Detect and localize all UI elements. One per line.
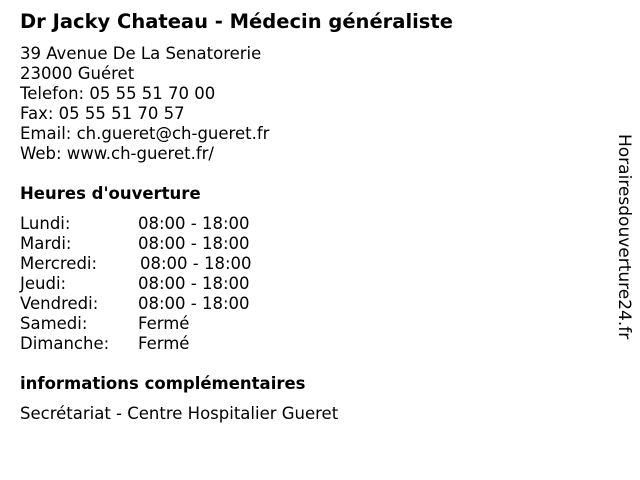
email-address: Email: ch.gueret@ch-gueret.fr [20, 124, 270, 143]
day-label: Mercredi: [20, 254, 98, 273]
info-heading: informations complémentaires [20, 374, 306, 393]
day-label: Mardi: [20, 234, 72, 253]
info-text: Secrétariat - Centre Hospitalier Gueret [20, 404, 339, 423]
day-label: Vendredi: [20, 294, 99, 313]
time-range: 08:00 - 18:00 [140, 254, 252, 273]
hours-heading: Heures d'ouverture [20, 184, 201, 203]
day-label: Samedi: [20, 314, 88, 333]
city-address: 23000 Guéret [20, 64, 135, 83]
time-range: Fermé [138, 314, 190, 333]
time-range: 08:00 - 18:00 [138, 294, 250, 313]
time-range: 08:00 - 18:00 [138, 214, 250, 233]
site-watermark: Horairesdouverture24.fr [614, 134, 634, 340]
time-range: 08:00 - 18:00 [138, 234, 250, 253]
street-address: 39 Avenue De La Senatorerie [20, 44, 262, 63]
day-label: Lundi: [20, 214, 71, 233]
time-range: Fermé [138, 334, 190, 353]
page-title: Dr Jacky Chateau - Médecin généraliste [20, 10, 453, 33]
website-url: Web: www.ch-gueret.fr/ [20, 144, 214, 163]
phone-number: Telefon: 05 55 51 70 00 [20, 84, 216, 103]
day-label: Dimanche: [20, 334, 110, 353]
time-range: 08:00 - 18:00 [138, 274, 250, 293]
fax-number: Fax: 05 55 51 70 57 [20, 104, 185, 123]
day-label: Jeudi: [20, 274, 67, 293]
